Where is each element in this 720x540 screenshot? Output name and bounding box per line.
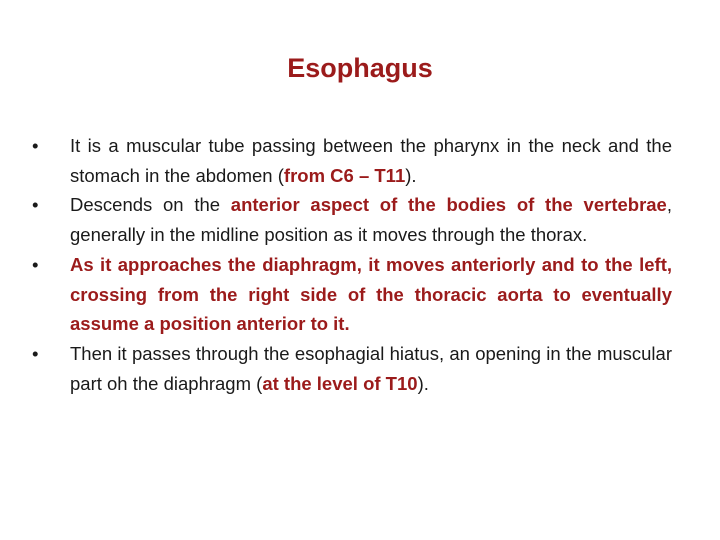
- bullet-dot-icon: •: [32, 135, 39, 156]
- bullet-text: , generally in the midline position as it moves through the thorax.: [70, 194, 672, 246]
- bullet-item: [28, 339, 672, 398]
- bullet-text: Then it passes through the esophagial hiatus, an opening in the muscular part oh the diaphragm (: [70, 342, 672, 394]
- highlight-text: at the level of T10: [262, 372, 418, 394]
- bullet-text: Descends on the: [70, 194, 231, 216]
- highlight-text: anterior aspect of the bodies of the vertebrae: [230, 194, 667, 216]
- bullet-text: ).: [405, 164, 417, 186]
- highlight-text: from C6 – T11: [283, 164, 406, 186]
- bullet-item: [28, 250, 672, 339]
- bullet-dot-icon: •: [32, 253, 39, 275]
- slide-title: Esophagus: [287, 53, 433, 83]
- bullet-dot-icon: •: [32, 194, 39, 216]
- bullet-item: [28, 131, 672, 190]
- bullet-dot-icon: •: [32, 342, 39, 364]
- highlight-text: As it approaches the diaphragm, it moves anteriorly and to the left, crossing from the right side of the thoracic aorta to eventually assume a position anterior to it.: [70, 253, 672, 335]
- bullet-item: [28, 190, 672, 249]
- bullet-text: ).: [417, 372, 429, 394]
- bullet-list: [28, 131, 672, 398]
- bullet-text: It is a muscular tube passing between the pharynx in the neck and the stomach in the abdomen (: [70, 135, 672, 186]
